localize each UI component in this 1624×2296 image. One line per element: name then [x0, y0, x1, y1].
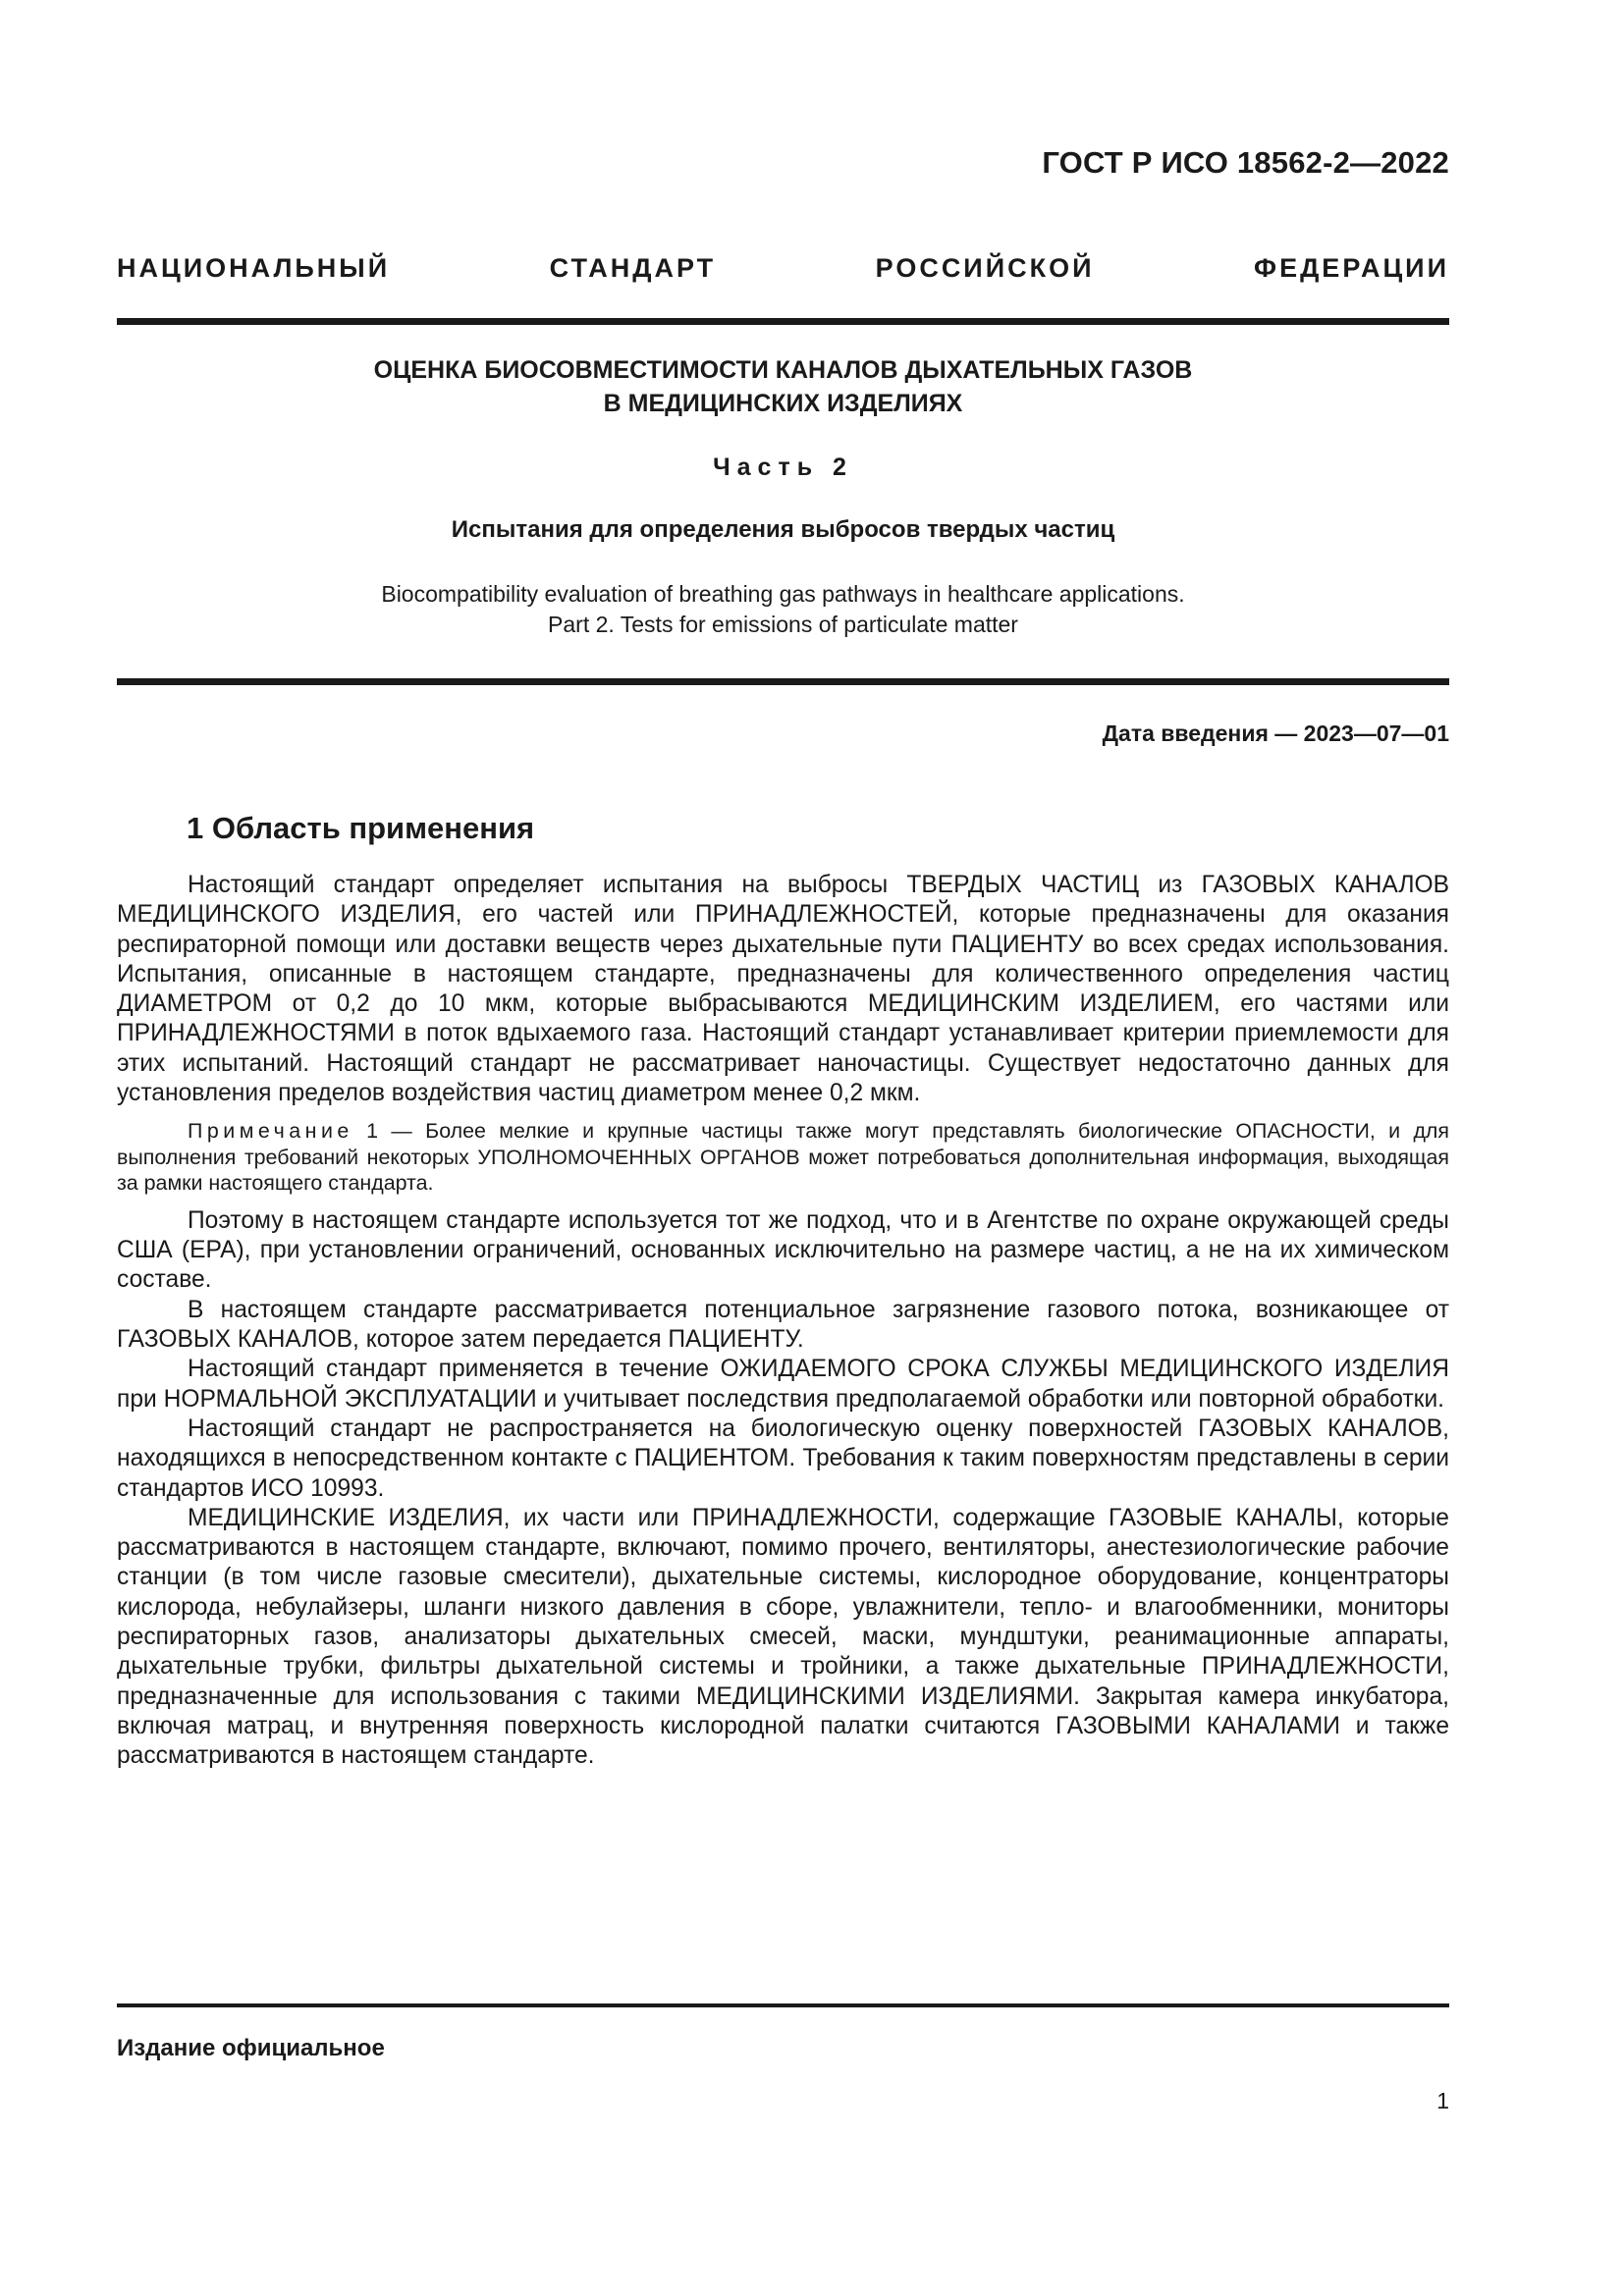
- paragraph: МЕДИЦИНСКИЕ ИЗДЕЛИЯ, их части или ПРИНАДЛЕЖНОСТИ, содержащие ГАЗОВЫЕ КАНАЛЫ, которые рассматриваются в настоящем стандарте, включают, помимо прочего, вентиляторы, анестезиологические рабочие станции (в том числе газовые смесители), дыхательные системы, кислородное оборудование, концентраторы кислорода, небулайзеры, шланги низкого давления в сборе, увлажнители, тепло- и влагообменники, мониторы респираторных газов, анализаторы дыхательных смесей, маски, мундштуки, реанимационные аппараты, дыхательные трубки, фильтры дыхательной системы и тройники, а также дыхательные ПРИНАДЛЕЖНОСТИ, предназначенные для использования с такими МЕДИЦИНСКИМИ ИЗДЕЛИЯМИ. Закрытая камера инкубатора, включая матрац, и внутренняя поверхность кислородной палатки считаются ГАЗОВЫМИ КАНАЛАМИ и также рассматриваются в настоящем стандарте.: [117, 1504, 1449, 1770]
- paragraph: В настоящем стандарте рассматривается потенциальное загрязнение газового потока, возникающее от ГАЗОВЫХ КАНАЛОВ, которое затем передается ПАЦИЕНТУ.: [117, 1296, 1449, 1354]
- edition-label: Издание официальное: [117, 2035, 385, 2061]
- paragraph: Поэтому в настоящем стандарте используется тот же подход, что и в Агентстве по охране окружающей среды США (EPA), при установлении ограничений, основанных исключительно на размере частиц, а не на их химическом составе.: [117, 1206, 1449, 1294]
- part-subtitle: Испытания для определения выбросов твердых частиц: [451, 516, 1115, 543]
- english-title: [117, 579, 1449, 640]
- middle-divider: [117, 678, 1449, 685]
- title-line-1: ОЦЕНКА БИОСОВМЕСТИМОСТИ КАНАЛОВ ДЫХАТЕЛЬНЫХ ГАЗОВ: [373, 356, 1193, 384]
- paragraph: Настоящий стандарт определяет испытания на выбросы ТВЕРДЫХ ЧАСТИЦ из ГАЗОВЫХ КАНАЛОВ МЕДИЦИНСКОГО ИЗДЕЛИЯ, его частей или ПРИНАДЛЕЖНОСТЕЙ, которые предназначены для оказания респираторной помощи или доставки веществ через дыхательные пути ПАЦИЕНТУ во всех средах использования. Испытания, описанные в настоящем стандарте, предназначены для количественного определения частиц ДИАМЕТРОМ от 0,2 до 10 мкм, которые выбрасываются МЕДИЦИНСКИМ ИЗДЕЛИЕМ, его частями или ПРИНАДЛЕЖНОСТЯМИ в поток вдыхаемого газа. Настоящий стандарт устанавливает критерии приемлемости для этих испытаний. Настоящий стандарт не рассматривает наночастицы. Существует недостаточно данных для установления пределов воздействия частиц диаметром менее 0,2 мкм.: [117, 872, 1449, 1107]
- document-code: ГОСТ Р ИСО 18562-2—2022: [1042, 145, 1449, 180]
- section-body: [117, 871, 1449, 1772]
- introduction-date: Дата введения — 2023—07—01: [1102, 721, 1449, 746]
- paragraph: Настоящий стандарт не распространяется на биологическую оценку поверхностей ГАЗОВЫХ КАНАЛОВ, находящихся в непосредственном контакте с ПАЦИЕНТОМ. Требования к таким поверхностям представлены в серии стандартов ИСО 10993.: [117, 1415, 1449, 1502]
- top-divider: [117, 318, 1449, 325]
- note-label: Примечание: [188, 1119, 353, 1144]
- english-title-line-2: Part 2. Tests for emissions of particulate matter: [548, 612, 1018, 637]
- page-number: 1: [1436, 2088, 1449, 2113]
- document-title: [117, 353, 1449, 420]
- english-title-line-1: Biocompatibility evaluation of breathing gas pathways in healthcare applications.: [381, 581, 1185, 607]
- national-standard-banner: НАЦИОНАЛЬНЫЙ СТАНДАРТ РОССИЙСКОЙ ФЕДЕРАЦИИ: [117, 253, 1449, 283]
- note: [117, 1118, 1449, 1197]
- title-line-2: В МЕДИЦИНСКИХ ИЗДЕЛИЯХ: [603, 390, 963, 417]
- section-heading: 1 Область применения: [187, 811, 535, 845]
- part-label: Часть 2: [713, 454, 853, 481]
- note-text: 1 — Более мелкие и крупные частицы также могут представлять биологические ОПАСНОСТИ, и для выполнения требований некоторых УПОЛНОМОЧЕННЫХ ОРГАНОВ может потребоваться дополнительная информация, выходящая за рамки настоящего стандарта.: [117, 1119, 1449, 1196]
- bottom-divider: [117, 2003, 1449, 2007]
- paragraph: Настоящий стандарт применяется в течение ОЖИДАЕМОГО СРОКА СЛУЖБЫ МЕДИЦИНСКОГО ИЗДЕЛИЯ при НОРМАЛЬНОЙ ЭКСПЛУАТАЦИИ и учитывает последствия предполагаемой обработки или повторной обработки.: [117, 1356, 1449, 1413]
